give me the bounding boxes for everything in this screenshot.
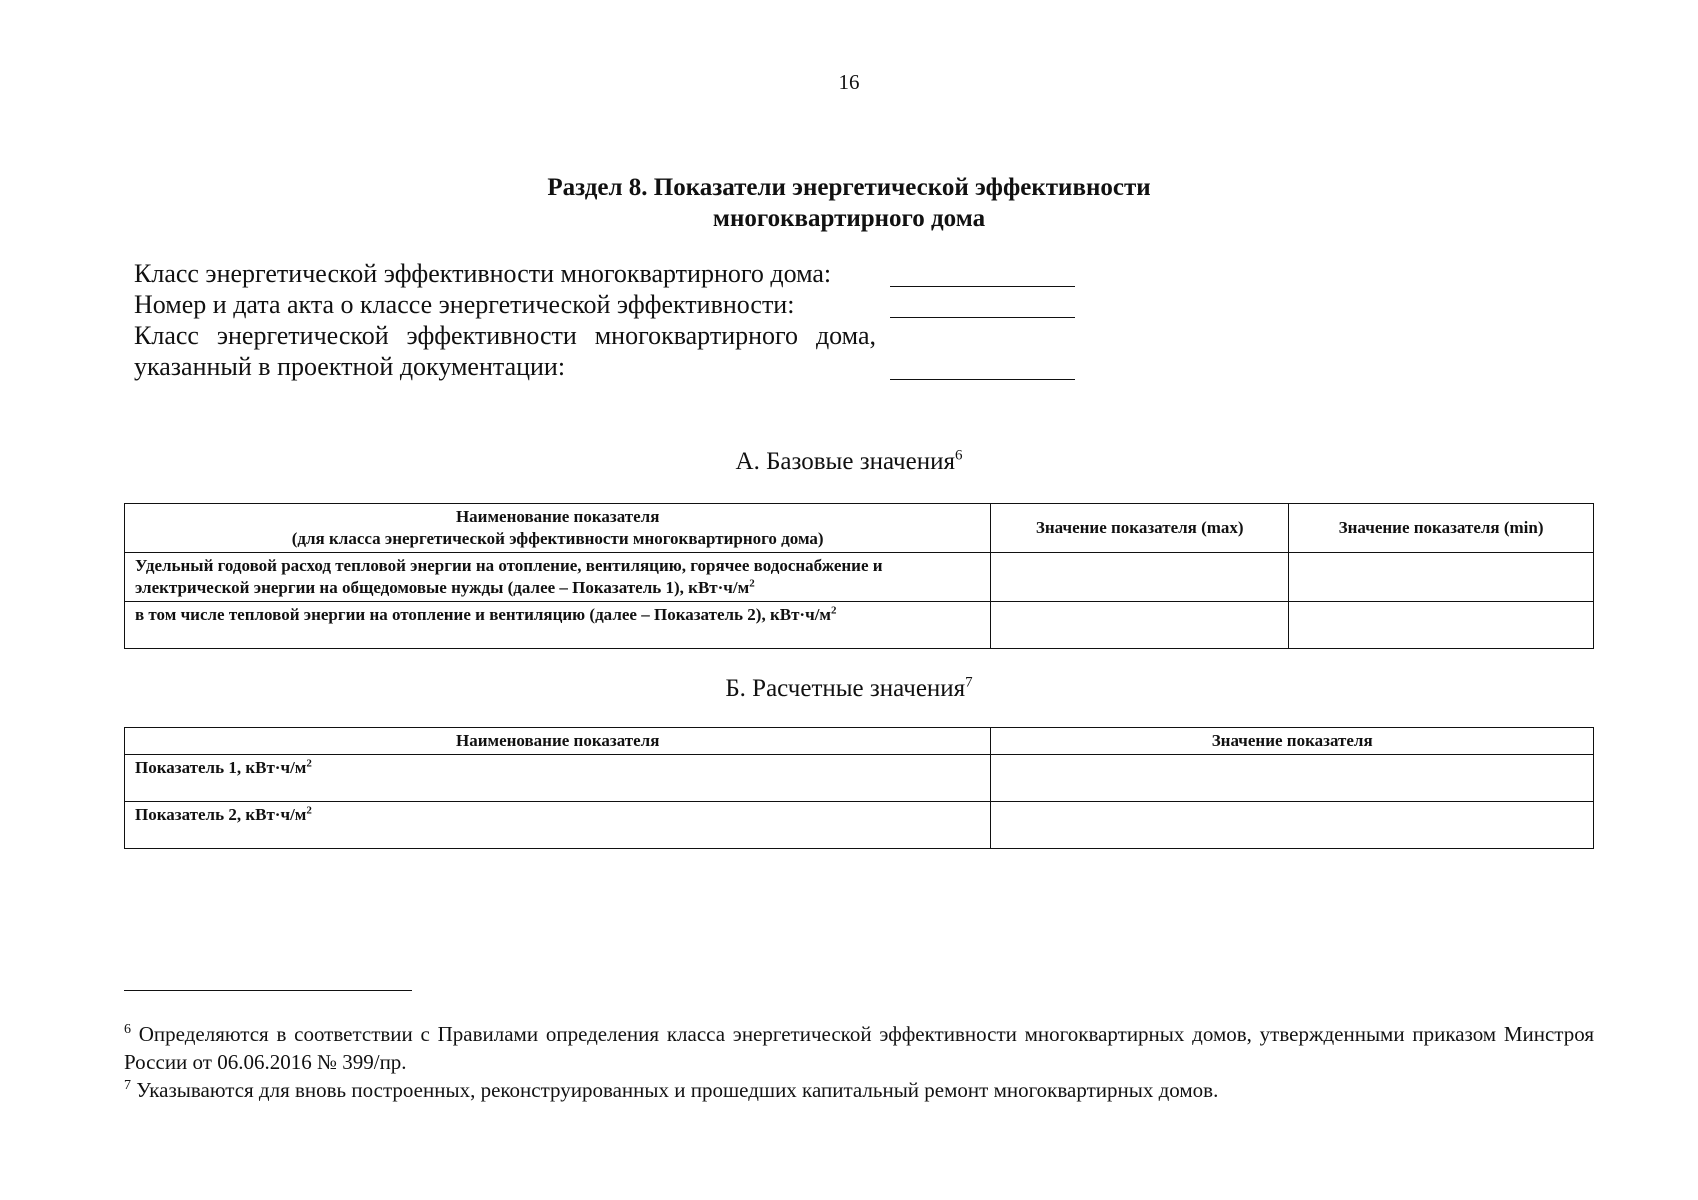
- superscript-2: 2: [831, 604, 837, 617]
- section-b-heading-text: Б. Расчетные значения: [725, 675, 966, 702]
- footnote-7-text: Указываются для вновь построенных, реконструированных и прошедших капитальный ремонт многоквартирных домов.: [136, 1078, 1219, 1102]
- info-row-project-class: [134, 320, 1084, 351]
- energy-class-info: [134, 258, 1084, 382]
- row-indicator-2-text: в том числе тепловой энергии на отопление и вентиляцию (далее – Показатель 2), кВт·ч/м: [135, 605, 831, 624]
- footnote-6: [124, 1020, 1594, 1076]
- header-value-min: Значение показателя (min): [1289, 504, 1594, 553]
- table-row: [125, 802, 1594, 849]
- blank-line-class: [890, 286, 1075, 287]
- blank-line-act: [890, 317, 1075, 318]
- section-title-line-2: многоквартирного дома: [712, 205, 986, 232]
- footnote-ref-6: 6: [954, 447, 963, 464]
- cell-min-2: [1289, 602, 1594, 649]
- info-label-project-class-2: указанный в проектной документации:: [134, 352, 566, 381]
- blank-line-project-class: [890, 379, 1075, 380]
- base-values-table: [124, 503, 1594, 649]
- header-value-max: Значение показателя (max): [991, 504, 1289, 553]
- row-indicator-1-text: Показатель 1, кВт·ч/м: [135, 758, 307, 777]
- row-indicator-2: [125, 602, 991, 649]
- section-a-heading: [0, 448, 1698, 476]
- table-header-row: [125, 728, 1594, 755]
- section-b-heading: [0, 675, 1698, 703]
- info-row-project-class-2: [134, 351, 1084, 382]
- calculated-values-table: [124, 727, 1594, 849]
- footnote-6-text: Определяются в соответствии с Правилами определения класса энергетической эффективности многоквартирных домов, утвержденными приказом Минстроя России от 06.06.2016 № 399/пр.: [124, 1022, 1595, 1074]
- row-indicator-2: [125, 802, 991, 849]
- row-indicator-2-text: Показатель 2, кВт·ч/м: [135, 805, 307, 824]
- header-indicator-value: Значение показателя: [991, 728, 1594, 755]
- info-label-act: Номер и дата акта о классе энергетической эффективности:: [134, 290, 795, 319]
- cell-value-2: [991, 802, 1594, 849]
- table-row: [125, 553, 1594, 602]
- footnote-6-number: 6: [124, 1022, 131, 1037]
- row-indicator-1-text: Удельный годовой расход тепловой энергии на отопление, вентиляцию, горячее водоснабжение и электрической энергии на общедомовые нужды (далее – Показатель 1), кВт·ч/м: [135, 556, 883, 597]
- footnote-separator: [124, 990, 412, 991]
- footnote-7: [124, 1076, 1594, 1104]
- row-indicator-1: [125, 553, 991, 602]
- footnote-ref-7: 7: [965, 674, 973, 691]
- footnote-7-number: 7: [124, 1078, 131, 1093]
- cell-max-2: [991, 602, 1289, 649]
- superscript-2: 2: [749, 577, 755, 590]
- footnotes: [124, 1020, 1594, 1104]
- info-row-class: [134, 258, 1084, 289]
- header-indicator-name: Наименование показателя: [125, 728, 991, 755]
- header-indicator-name: [125, 504, 991, 553]
- section-title-line-1: Раздел 8. Показатели энергетической эффективности: [547, 174, 1151, 201]
- info-row-act: [134, 289, 1084, 320]
- cell-max-1: [991, 553, 1289, 602]
- row-indicator-1: [125, 755, 991, 802]
- table-header-row: [125, 504, 1594, 553]
- page-number: 16: [838, 70, 860, 94]
- info-label-class: Класс энергетической эффективности многоквартирного дома:: [134, 259, 832, 288]
- section-title: [0, 172, 1698, 234]
- superscript-2: 2: [306, 804, 312, 817]
- table-row: [125, 602, 1594, 649]
- section-a-heading-text: А. Базовые значения: [735, 448, 955, 475]
- header-indicator-name-line-1: Наименование показателя: [455, 507, 660, 526]
- table-row: [125, 755, 1594, 802]
- cell-value-1: [991, 755, 1594, 802]
- header-indicator-name-line-2: (для класса энергетической эффективности многоквартирного дома): [291, 529, 824, 548]
- cell-min-1: [1289, 553, 1594, 602]
- info-label-project-class-1: Класс энергетической эффективности многоквартирного дома,: [134, 321, 876, 350]
- superscript-2: 2: [306, 757, 312, 770]
